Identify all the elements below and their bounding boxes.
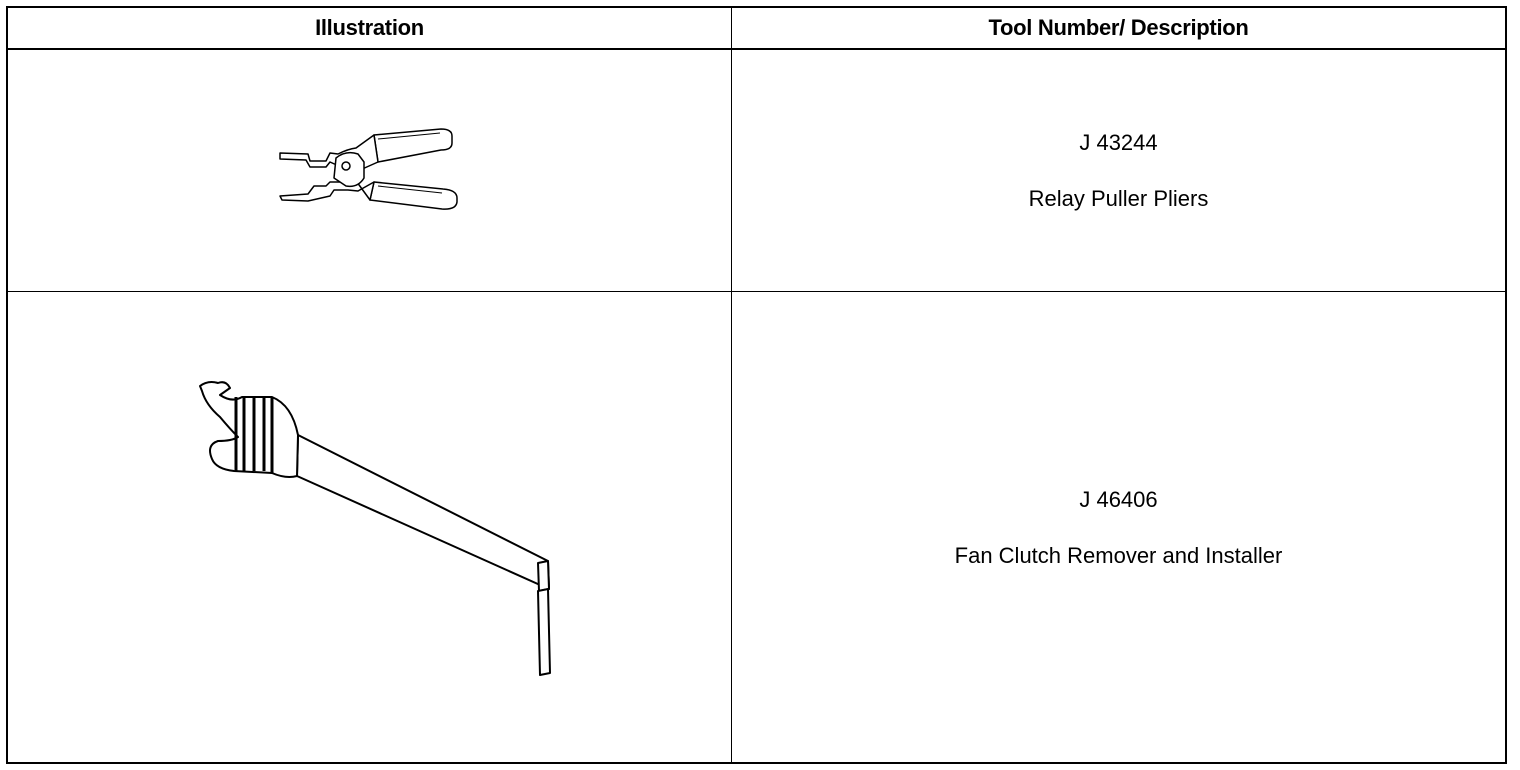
tool-table — [6, 6, 1507, 764]
illustration-cell — [8, 293, 731, 762]
tool-number: J 46406 — [1079, 486, 1158, 512]
illustration-cell — [8, 50, 731, 291]
fan-clutch-tool-icon — [8, 293, 731, 762]
table-header-row — [8, 8, 1505, 50]
description-cell — [732, 293, 1505, 762]
tool-description: Fan Clutch Remover and Installer — [954, 542, 1283, 568]
relay-puller-pliers-icon — [8, 50, 731, 292]
description-cell — [732, 50, 1505, 291]
tool-number: J 43244 — [1079, 129, 1158, 155]
table-row — [8, 293, 1505, 762]
table-row — [8, 50, 1505, 292]
header-illustration: Illustration — [315, 15, 424, 40]
tool-description: Relay Puller Pliers — [1028, 185, 1209, 211]
header-tool-description: Tool Number/ Description — [988, 15, 1249, 40]
